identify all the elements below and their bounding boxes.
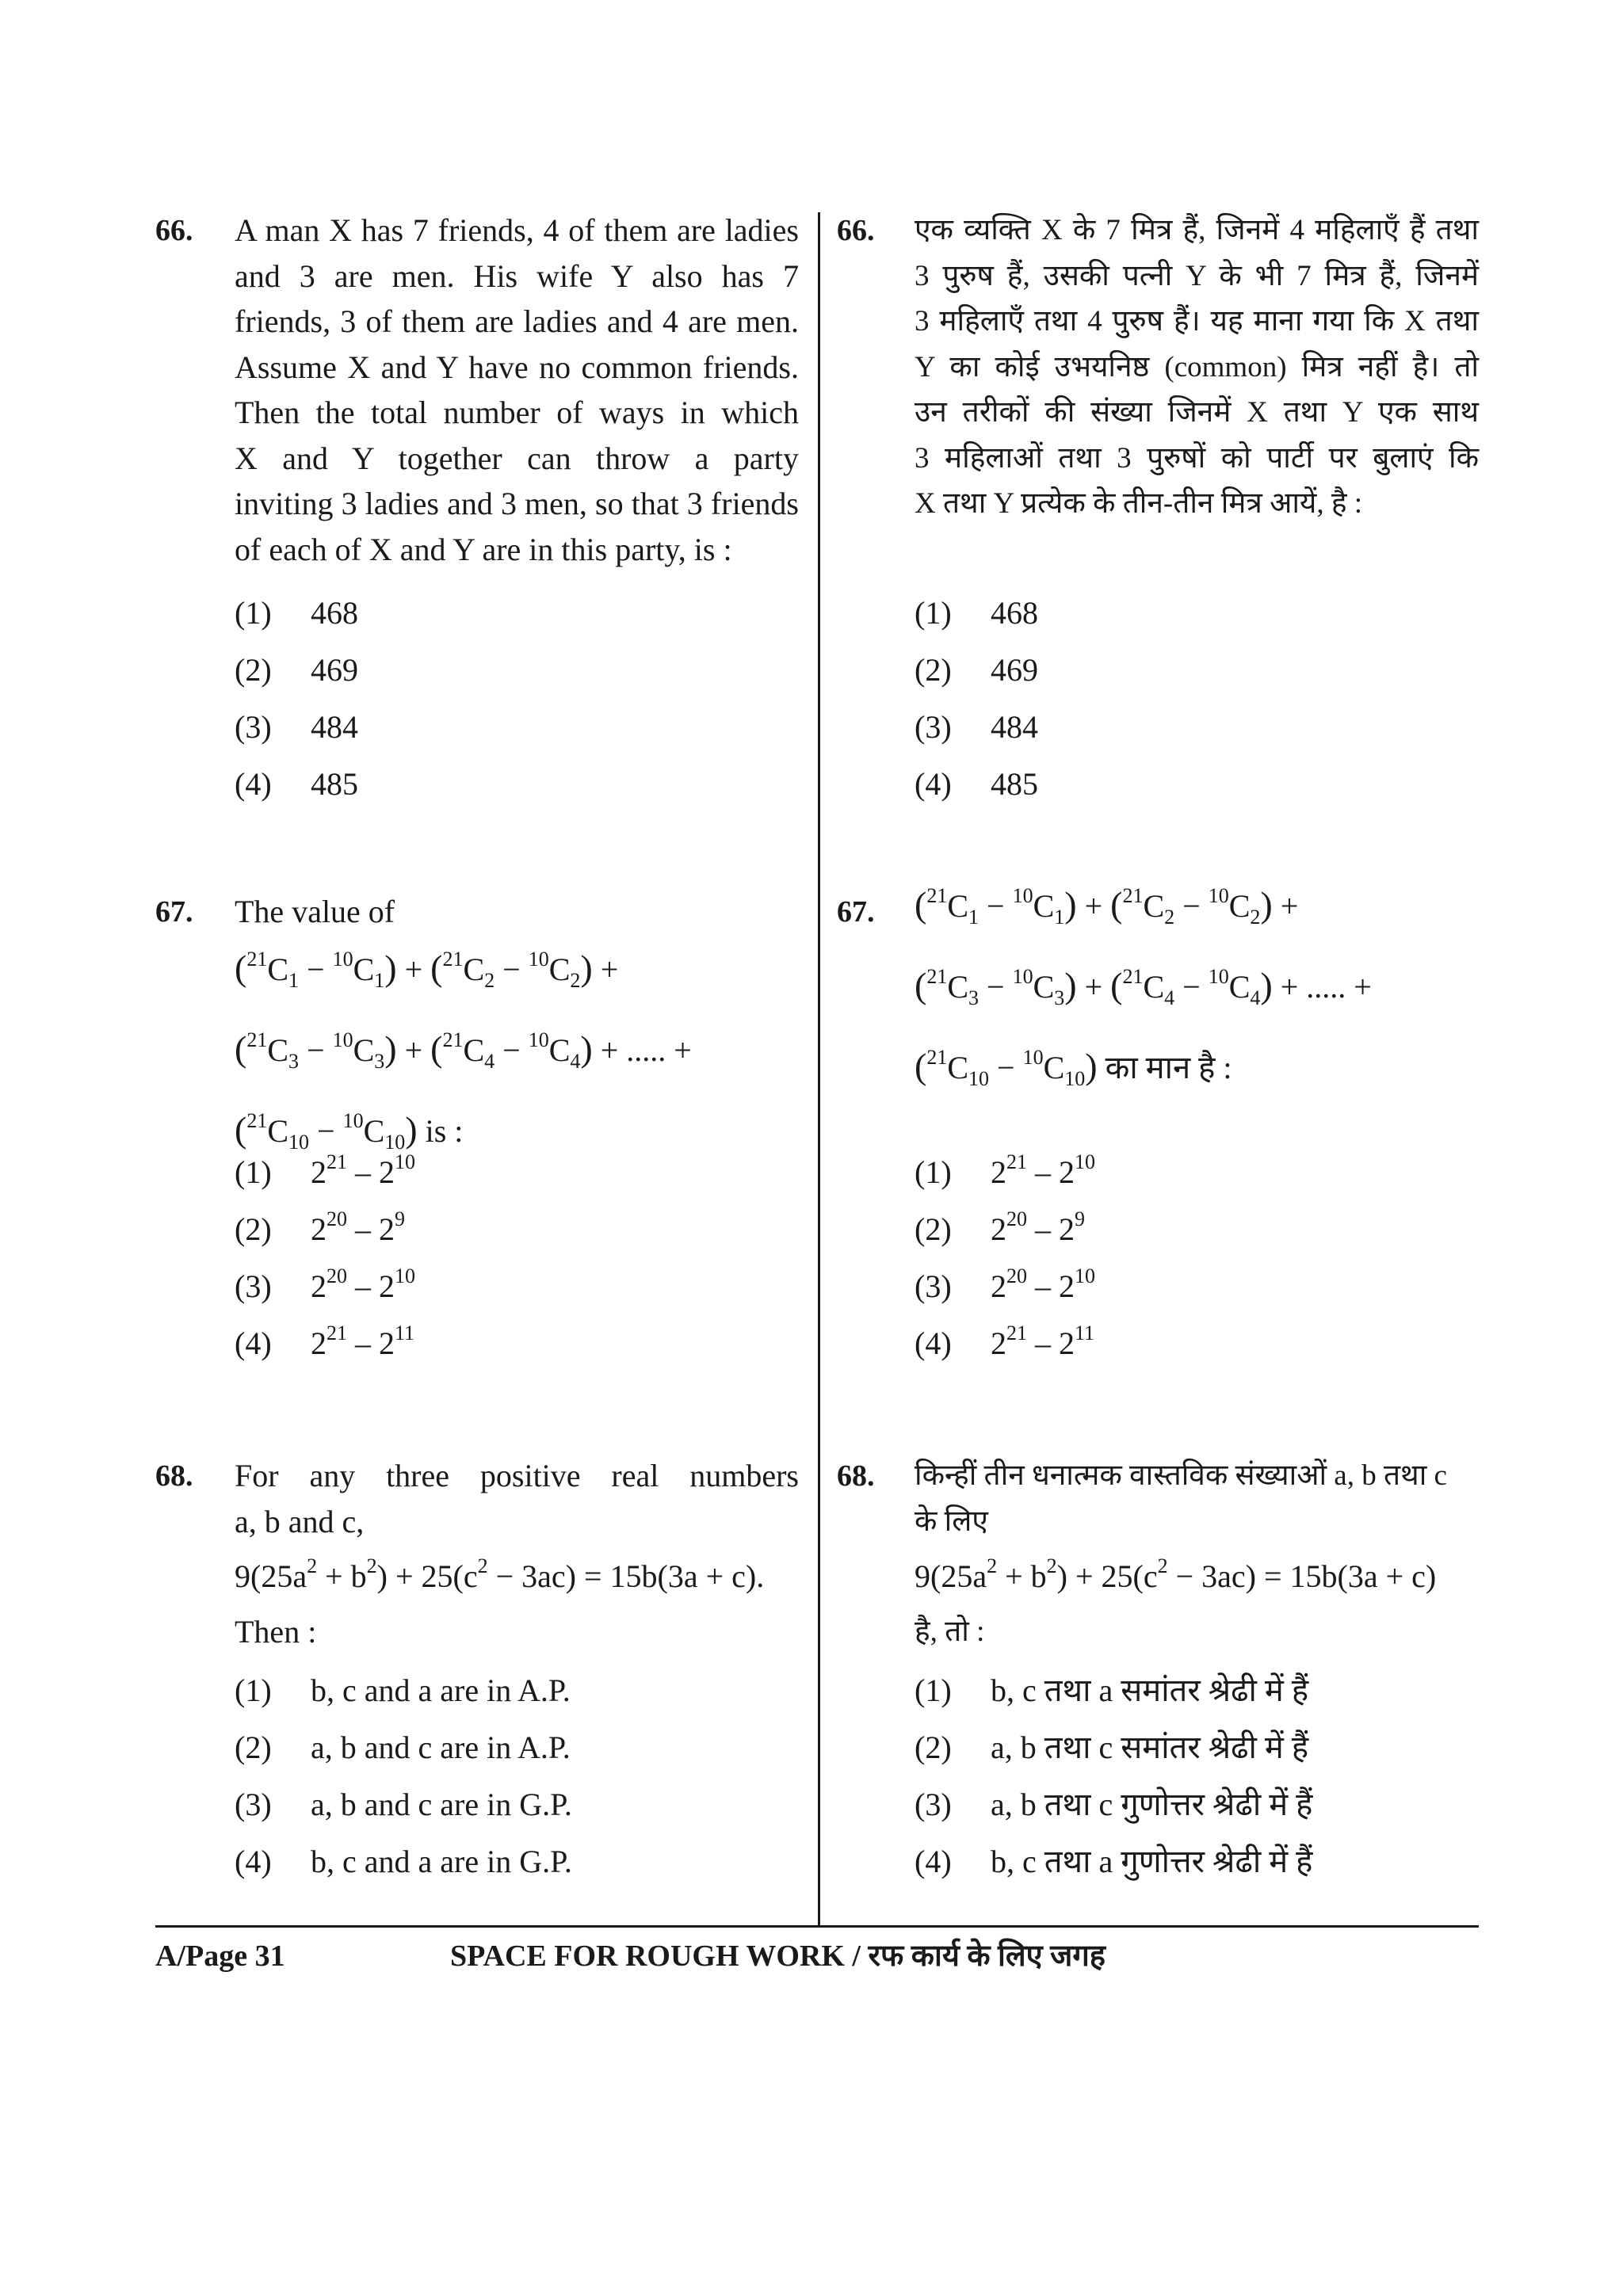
question-line: A man X has 7 friends, 4 of them are ladies [235,212,799,248]
rough-work-label: SPACE FOR ROUGH WORK / रफ कार्य के लिए जगह [450,1939,1106,1973]
option-value: $2^{20} - 2^{10}$ [311,1264,415,1304]
question-line: 3 पुरुष हैं, उसकी पत्नी Y के भी 7 मित्र हैं, जिनमें [915,259,1479,292]
expression-tail: is : [425,1113,464,1149]
question-number: 68. [837,1459,875,1493]
question-line: किन्हीं तीन धनात्मक वास्तविक संख्याओं a, b तथा c [915,1459,1447,1492]
option-number: (4) [915,766,952,802]
question-intro: The value of [235,894,395,929]
question-number: 66. [155,214,193,247]
equation: $9(25a^2 + b^2) + 25(c^2 - 3ac) = 15b(3a + c)$. [235,1554,765,1594]
question-text [235,1453,799,1654]
option-number: (4) [915,1844,952,1879]
binomial-expression: $(^{21}C_1 - ^{10}C_1) + (^{21}C_2 - ^{10}C_2)$ + $(^{21}C_3 - ^{10}C_3) + (^{21}C_4 - ^{10}C_4)$ + ..... + $(^{21}C_{10} - ^{10}C_{10})$ is : [235,948,692,1154]
option-value: 469 [311,652,358,688]
question-line: के लिए [915,1505,988,1538]
option-number: (2) [235,1211,272,1247]
option-value: b, c and a are in A.P. [311,1672,571,1708]
option-value: 484 [311,709,358,745]
option-number: (3) [235,1787,272,1822]
option-number: (3) [235,1268,272,1304]
option-number: (1) [235,1154,272,1190]
option-value: $2^{21} - 2^{10}$ [991,1150,1095,1190]
option-value: $2^{20} - 2^{10}$ [991,1264,1095,1304]
question-line: a, b and c, [235,1503,365,1539]
option-number: (3) [915,1268,952,1304]
option-value: 485 [991,766,1038,802]
question-line: For any three positive real numbers [235,1458,799,1493]
question-then: Then : [235,1613,317,1650]
option-number: (2) [915,1730,952,1765]
option-number: (1) [235,595,272,631]
footer-rule [155,1925,1479,1928]
option-number: (4) [235,1844,272,1879]
option-number: (2) [915,1211,952,1247]
option-number: (4) [235,766,272,802]
question-line: and 3 are men. His wife Y also has 7 [235,257,799,294]
question-line: friends, 3 of them are ladies and 4 are men. [235,303,799,339]
option-value: b, c तथा a समांतर श्रेढी में हैं [991,1672,1309,1708]
question-line: Y का कोई उभयनिष्ठ (common) मित्र नहीं है। तो [915,350,1479,383]
option-value: 485 [311,766,358,802]
question-line: 3 महिलाओं तथा 3 पुरुषों को पार्टी पर बुलाएं कि [915,441,1479,475]
option-number: (4) [235,1325,272,1361]
option-value: 468 [311,595,358,631]
question-line: X तथा Y प्रत्येक के तीन-तीन मित्र आयें, है : [915,487,1363,520]
question-line: of each of X and Y are in this party, is : [235,531,732,567]
option-number: (4) [915,1325,952,1361]
option-value: $2^{21} - 2^{11}$ [311,1322,415,1361]
question-text [915,1453,1479,1654]
question-then: है, तो : [915,1615,985,1648]
question-text [235,889,799,935]
question-text [235,208,799,572]
option-number: (1) [915,1672,952,1708]
option-value: $2^{21} - 2^{10}$ [311,1150,415,1190]
binomial-expression: $(^{21}C_1 - ^{10}C_1) + (^{21}C_2 - ^{10}C_2)$ + $(^{21}C_3 - ^{10}C_3) + (^{21}C_4 - ^{10}C_4)$ + ..... + $(^{21}C_{10} - ^{10}C_{10})$ का मान है : [915,884,1372,1090]
question-number: 67. [155,895,193,929]
question-number: 68. [155,1459,193,1493]
option-value: 469 [991,652,1038,688]
option-value: $2^{20} - 2^9$ [991,1207,1085,1247]
option-value: a, b and c are in A.P. [311,1730,571,1765]
option-value: b, c तथा a गुणोत्तर श्रेढी में हैं [991,1844,1313,1879]
question-line: X and Y together can throw a party [235,440,799,476]
question-line: 3 महिलाएँ तथा 4 पुरुष हैं। यह माना गया कि X तथा [915,305,1479,338]
option-number: (2) [235,652,272,688]
option-value: b, c and a are in G.P. [311,1844,572,1879]
option-value: a, b तथा c गुणोत्तर श्रेढी में हैं [991,1787,1313,1822]
option-value: 484 [991,709,1038,745]
option-value: $2^{21} - 2^{11}$ [991,1322,1095,1361]
option-number: (1) [915,1154,952,1190]
option-value: 468 [991,595,1038,631]
page-number: A/Page 31 [155,1939,285,1973]
option-number: (1) [915,595,952,631]
option-value: a, b तथा c समांतर श्रेढी में हैं [991,1730,1309,1765]
question-number: 66. [837,214,875,247]
question-line: एक व्यक्ति X के 7 मित्र हैं, जिनमें 4 महिलाएँ हैं तथा [915,214,1479,246]
option-number: (3) [235,709,272,745]
option-number: (2) [235,1730,272,1765]
column-divider [818,212,820,1925]
question-text [915,208,1479,527]
option-number: (1) [235,1672,272,1708]
question-line: Then the total number of ways in which [235,395,799,430]
equation: $9(25a^2 + b^2) + 25(c^2 - 3ac) = 15b(3a + c)$ [915,1554,1437,1594]
option-value: $2^{20} - 2^9$ [311,1207,405,1247]
expression-tail: का मान है : [1105,1050,1232,1085]
question-number: 67. [837,895,875,929]
option-number: (3) [915,1787,952,1822]
option-number: (3) [915,709,952,745]
question-line: उन तरीकों की संख्या जिनमें X तथा Y एक साथ [915,396,1479,429]
question-line: inviting 3 ladies and 3 men, so that 3 friends [235,486,799,521]
question-line: Assume X and Y have no common friends. [235,349,799,385]
option-number: (2) [915,652,952,688]
option-value: a, b and c are in G.P. [311,1787,572,1822]
